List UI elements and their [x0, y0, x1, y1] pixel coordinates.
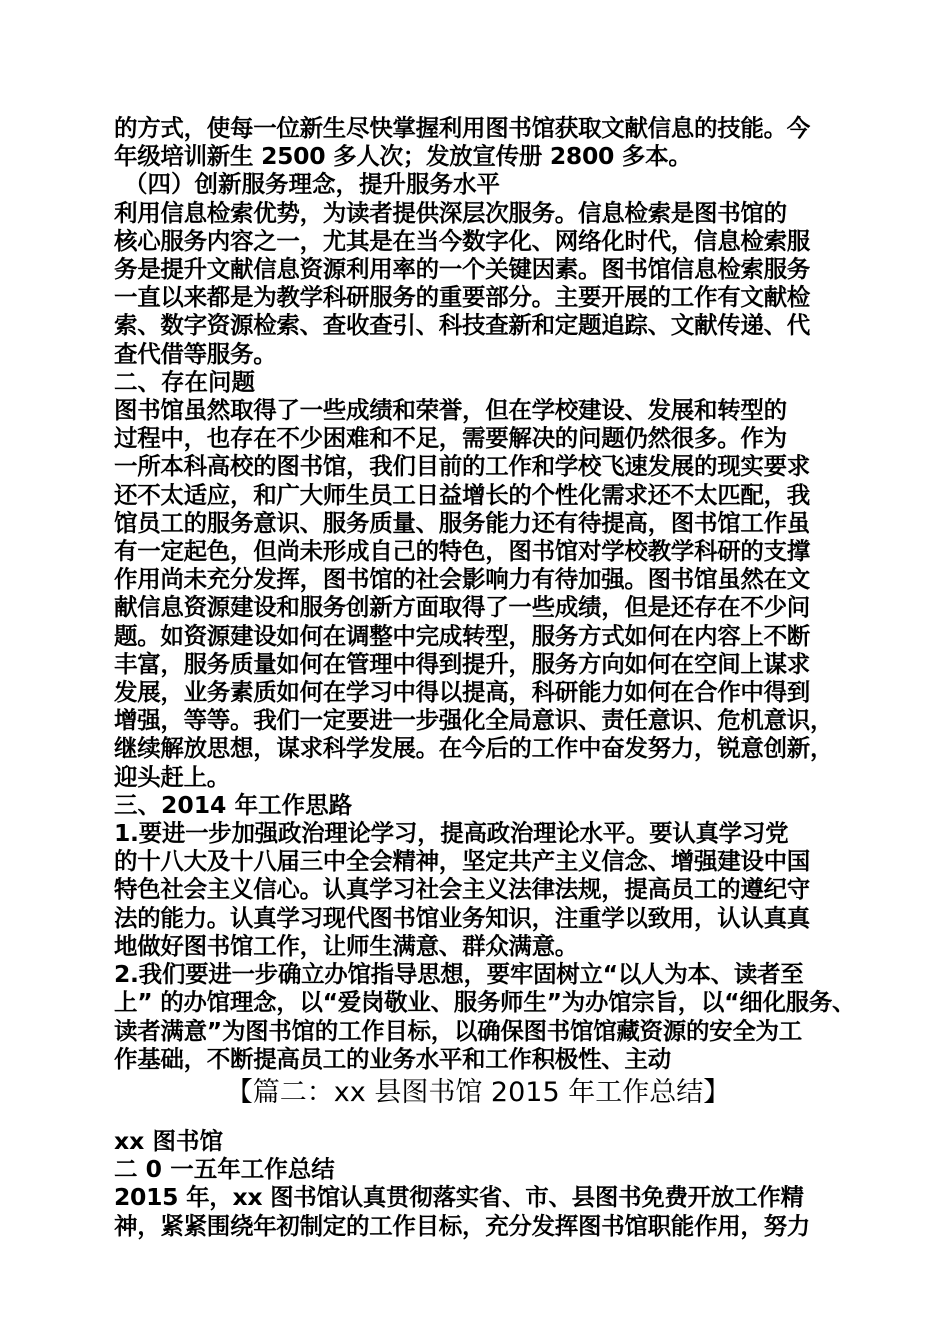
text-line: 务是提升文献信息资源利用率的一个关键因素。图书馆信息检索服务: [114, 255, 810, 284]
text-line: 继续解放思想，谋求科学发展。在今后的工作中奋发努力，锐意创新，: [114, 734, 834, 763]
paragraph-problems: [114, 396, 842, 791]
text-line: 的方式，使每一位新生尽快掌握利用图书馆获取文献信息的技能。今: [114, 114, 810, 142]
text-line: 年级培训新生 2500 多人次；发放宣传册 2800 多本。: [114, 142, 692, 171]
text-line: 上” 的办馆理念，以“爱岗敬业、服务师生”为办馆宗旨，以“细化服务、: [114, 988, 856, 1017]
text-line: 的十八大及十八届三中全会精神，坚定共产主义信念、增强建设中国: [114, 847, 810, 876]
text-line: 地做好图书馆工作，让师生满意、群众满意。: [114, 931, 578, 960]
text-line: 有一定起色，但尚未形成自己的特色，图书馆对学校教学科研的支撑: [114, 537, 810, 566]
text-line: 献信息资源建设和服务创新方面取得了一些成绩，但是还存在不少问: [114, 593, 810, 622]
text-line: 神，紧紧围绕年初制定的工作目标，充分发挥图书馆职能作用，努力: [114, 1211, 810, 1240]
text-line: 发展，业务素质如何在学习中得以提高，科研能力如何在合作中得到: [114, 678, 810, 707]
paragraph-training: [114, 114, 842, 170]
text-line: 2015 年，xx 图书馆认真贯彻落实省、市、县图书免费开放工作精: [114, 1183, 804, 1212]
text-line: 利用信息检索优势，为读者提供深层次服务。信息检索是图书馆的: [114, 198, 787, 227]
text-line: 题。如资源建设如何在调整中完成转型，服务方式如何在内容上不断: [114, 621, 810, 650]
text-line: 还不太适应，和广大师生员工日益增长的个性化需求还不太匹配，我: [114, 480, 810, 509]
document-page: [114, 114, 856, 1240]
text-line: 馆员工的服务意识、服务质量、服务能力还有待提高，图书馆工作虽: [114, 508, 810, 537]
heading-innovation: （四）创新服务理念，提升服务水平: [124, 170, 500, 199]
text-line: 过程中，也存在不少困难和不足，需要解决的问题仍然很多。作为: [114, 424, 787, 453]
text-line: 一所本科高校的图书馆，我们目前的工作和学校飞速发展的现实要求: [114, 452, 810, 481]
text-line: 丰富，服务质量如何在管理中得到提升，服务方向如何在空间上谋求: [114, 649, 810, 678]
text-line: 增强，等等。我们一定要进一步强化全局意识、责任意识、危机意识，: [114, 706, 834, 735]
org-name: xx 图书馆: [114, 1126, 223, 1155]
text-line: 图书馆虽然取得了一些成绩和荣誉，但在学校建设、发展和转型的: [114, 396, 787, 425]
text-line: 作用尚未充分发挥，图书馆的社会影响力有待加强。图书馆虽然在文: [114, 565, 810, 594]
text-line: 查代借等服务。: [114, 339, 277, 368]
text-line: 特色社会主义信心。认真学习社会主义法律法规，提高员工的遵纪守: [114, 875, 810, 904]
report-title: 二 0 一五年工作总结: [114, 1155, 335, 1184]
text-line: 2.我们要进一步确立办馆指导思想，要牢固树立“以人为本、读者至: [114, 960, 804, 989]
text-line: 作基础，不断提高员工的业务水平和工作积极性、主动: [114, 1044, 671, 1073]
paragraph-plan-1: [114, 819, 842, 960]
text-line: 法的能力。认真学习现代图书馆业务知识，注重学以致用，认认真真: [114, 903, 810, 932]
heading-plan-2014: 三、2014 年工作思路: [114, 790, 353, 819]
paragraph-2015-intro: [114, 1183, 842, 1239]
paragraph-retrieval: [114, 199, 842, 368]
text-line: 核心服务内容之一，尤其是在当今数字化、网络化时代，信息检索服: [114, 226, 810, 255]
text-line: 迎头赶上。: [114, 762, 230, 791]
section-title: 【篇二：xx 县图书馆 2015 年工作总结】: [225, 1076, 731, 1108]
text-line: 1.要进一步加强政治理论学习，提高政治理论水平。要认真学习党: [114, 819, 789, 848]
text-line: 读者满意”为图书馆的工作目标，以确保图书馆馆藏资源的安全为工: [114, 1016, 802, 1045]
heading-problems: 二、存在问题: [114, 367, 255, 396]
paragraph-plan-2: [114, 960, 856, 1073]
text-line: 索、数字资源检索、查收查引、科技查新和定题追踪、文献传递、代: [114, 311, 810, 340]
text-line: 一直以来都是为教学科研服务的重要部分。主要开展的工作有文献检: [114, 283, 810, 312]
